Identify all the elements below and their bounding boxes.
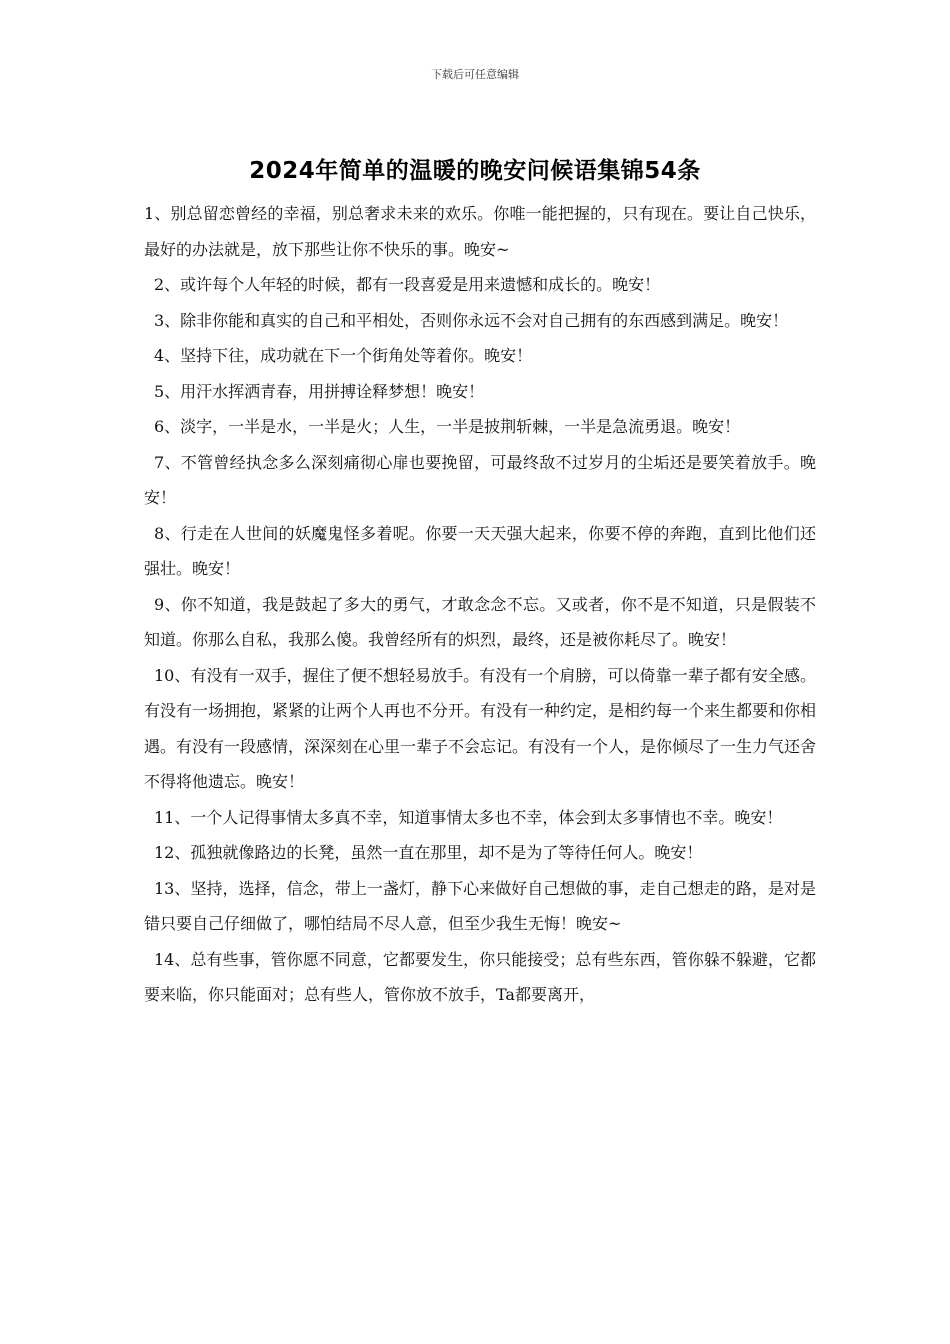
paragraph-item: 10、有没有一双手，握住了便不想轻易放手。有没有一个肩膀，可以倚靠一辈子都有安全感。有没有一场拥抱，紧紧的让两个人再也不分开。有没有一种约定，是相约每一个来生都要和你相遇。有没有一段感情，深深刻在心里一辈子不会忘记。有没有一个人，是你倾尽了一生力气还舍不得将他遗忘。晚安！ <box>144 665 817 791</box>
paragraph-item: 9、你不知道，我是鼓起了多大的勇气，才敢念念不忘。又或者，你不是不知道，只是假装不知道。你那么自私，我那么傻。我曾经所有的炽烈，最终，还是被你耗尽了。晚安！ <box>144 594 816 649</box>
paragraph-item: 7、不管曾经执念多么深刻痛彻心扉也要挽留，可最终敌不过岁月的尘垢还是要笑着放手。晚安！ <box>144 452 816 507</box>
document-body <box>144 196 816 1013</box>
paragraph-item: 5、用汗水挥洒青春，用拼搏诠释梦想！晚安！ <box>154 381 485 401</box>
paragraph-item: 6、淡字，一半是水，一半是火；人生，一半是披荆斩棘，一半是急流勇退。晚安！ <box>154 417 741 436</box>
paragraph-item: 1、别总留恋曾经的幸福，别总奢求未来的欢乐。你唯一能把握的，只有现在。要让自己快乐，最好的办法就是，放下那些让你不快乐的事。晚安~ <box>144 204 816 259</box>
paragraph-item: 14、总有些事，管你愿不同意，它都要发生，你只能接受；总有些东西，管你躲不躲避，它都要来临，你只能面对；总有些人，管你放不放手，Ta都要离开， <box>144 949 816 1004</box>
paragraph-item: 3、除非你能和真实的自己和平相处，否则你永远不会对自己拥有的东西感到满足。晚安！ <box>154 310 789 330</box>
paragraph-item: 13、坚持，选择，信念，带上一盏灯，静下心来做好自己想做的事，走自己想走的路，是对是错只要自己仔细做了，哪怕结局不尽人意，但至少我生无悔！晚安~ <box>144 878 816 933</box>
paragraph-item: 8、行走在人世间的妖魔鬼怪多着呢。你要一天天强大起来，你要不停的奔跑，直到比他们还强壮。晚安！ <box>144 523 816 578</box>
paragraph-item: 4、坚持下往，成功就在下一个街角处等着你。晚安！ <box>154 346 533 365</box>
header-note: 下载后可任意编辑 <box>431 68 519 81</box>
paragraph-item: 11、一个人记得事情太多真不幸，知道事情太多也不幸，体会到太多事情也不幸。晚安！ <box>154 807 783 827</box>
paragraph-item: 2、或许每个人年轻的时候，都有一段喜爱是用来遗憾和成长的。晚安！ <box>154 275 661 294</box>
paragraph-item: 12、孤独就像路边的长凳，虽然一直在那里，却不是为了等待任何人。晚安！ <box>154 843 703 862</box>
document-title: 2024年简单的温暖的晚安问候语集锦54条 <box>249 158 701 184</box>
